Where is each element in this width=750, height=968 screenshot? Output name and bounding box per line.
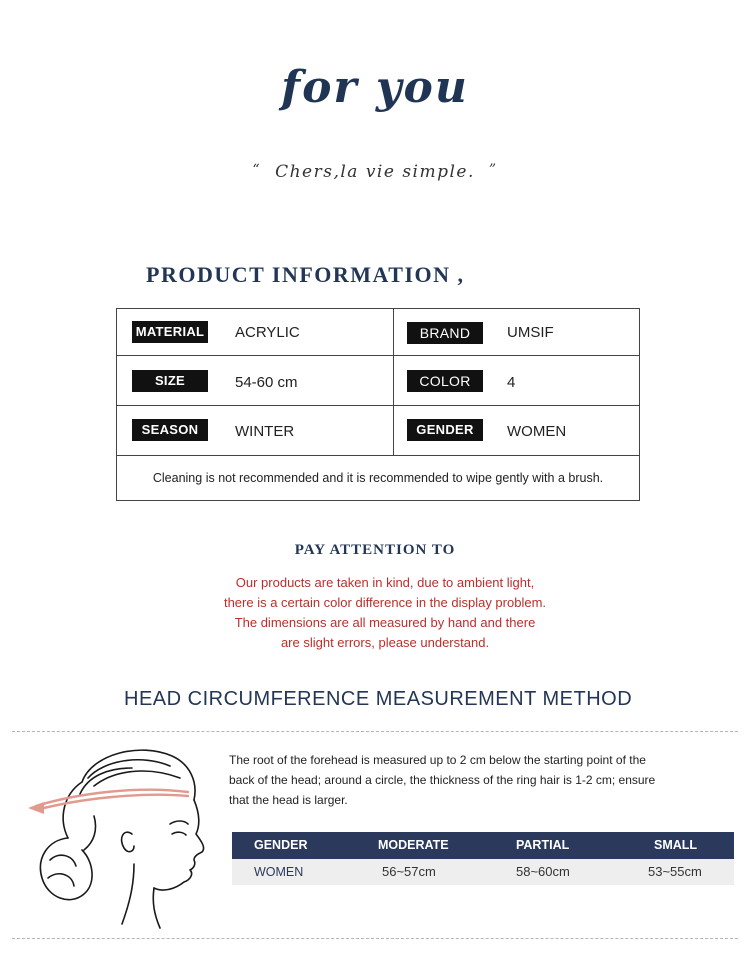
close-quote-mark: ” xyxy=(488,162,498,178)
material-label: MATERIAL xyxy=(132,321,208,343)
table-row xyxy=(232,859,734,885)
color-label: COLOR xyxy=(407,370,483,392)
measurement-heading: HEAD CIRCUMFERENCE MEASUREMENT METHOD xyxy=(124,688,633,710)
gender-value: WOMEN xyxy=(507,423,567,440)
attention-line: there is a certain color difference in the display problem. xyxy=(223,595,547,610)
open-quote-mark: “ xyxy=(252,162,262,178)
attention-heading: PAY ATTENTION TO xyxy=(294,542,456,558)
table-row xyxy=(117,356,639,406)
size-cell-gender: WOMEN xyxy=(254,865,304,879)
measurement-description-line: that the head is larger. xyxy=(229,793,348,807)
product-info-table xyxy=(116,308,640,501)
page-title: for you xyxy=(281,62,469,113)
head-measurement-illustration-icon xyxy=(22,742,222,932)
tagline-text: Chers,la vie simple. xyxy=(275,162,475,182)
measurement-description-line: back of the head; around a circle, the thickness of the ring hair is 1-2 cm; ensure xyxy=(229,773,656,787)
size-header-small: SMALL xyxy=(654,838,698,852)
brand-value: UMSIF xyxy=(507,324,554,341)
season-label: SEASON xyxy=(132,419,208,441)
measurement-description-line: The root of the forehead is measured up to 2 cm below the starting point of the xyxy=(229,753,646,767)
size-cell-partial: 58~60cm xyxy=(516,864,570,879)
size-value: 54-60 cm xyxy=(235,374,298,391)
table-note-row xyxy=(117,456,639,500)
color-value: 4 xyxy=(507,374,516,391)
size-header-moderate: MODERATE xyxy=(378,838,449,852)
table-row xyxy=(117,406,639,456)
dotted-divider-top xyxy=(12,731,738,732)
season-value: WINTER xyxy=(235,423,295,440)
table-row xyxy=(117,309,639,356)
gender-label: GENDER xyxy=(407,419,483,441)
size-chart-header-row xyxy=(232,832,734,859)
dotted-divider-bottom xyxy=(12,938,738,939)
size-chart-table xyxy=(232,832,734,885)
product-information-heading: PRODUCT INFORMATION , xyxy=(146,262,465,287)
brand-label: BRAND xyxy=(407,322,483,344)
attention-line: The dimensions are all measured by hand and there xyxy=(234,615,536,630)
size-header-gender: GENDER xyxy=(254,838,308,852)
size-cell-moderate: 56~57cm xyxy=(382,864,436,879)
size-label: SIZE xyxy=(132,370,208,392)
size-cell-small: 53~55cm xyxy=(648,864,702,879)
size-header-partial: PARTIAL xyxy=(516,838,570,852)
material-value: ACRYLIC xyxy=(235,324,300,341)
care-note: Cleaning is not recommended and it is recommended to wipe gently with a brush. xyxy=(152,471,604,485)
attention-line: Our products are taken in kind, due to ambient light, xyxy=(235,575,535,590)
tagline-quote xyxy=(0,162,750,182)
attention-line: are slight errors, please understand. xyxy=(280,635,490,650)
